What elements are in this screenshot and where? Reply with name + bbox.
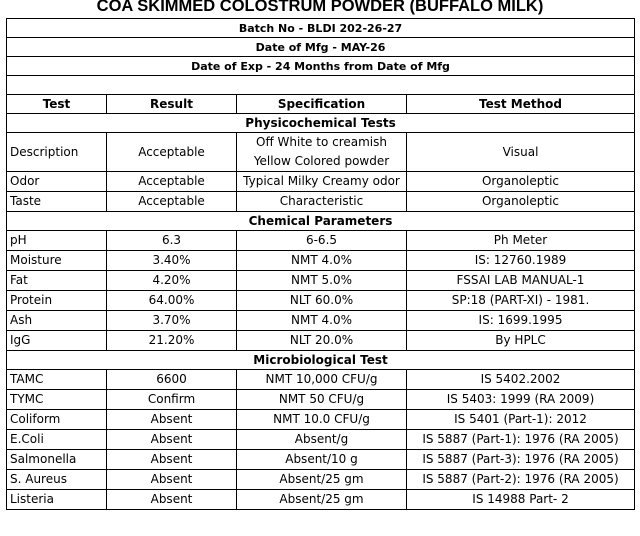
test-specification: NLT 60.0% <box>237 291 407 311</box>
test-name: Ash <box>7 311 107 331</box>
test-result: 3.70% <box>107 311 237 331</box>
test-result: 64.00% <box>107 291 237 311</box>
section-microbiological: Microbiological Test <box>7 351 635 370</box>
test-result: Acceptable <box>107 133 237 172</box>
table-row <box>7 390 635 410</box>
batch-number: Batch No - BLDI 202-26-27 <box>7 19 635 38</box>
test-method: Organoleptic <box>407 172 635 192</box>
table-row <box>7 370 635 390</box>
test-specification: Characteristic <box>237 192 407 212</box>
header-row <box>7 95 635 114</box>
blank-cell <box>7 76 635 95</box>
test-name: pH <box>7 231 107 251</box>
table-row <box>7 271 635 291</box>
date-of-manufacture: Date of Mfg - MAY-26 <box>7 38 635 57</box>
test-result: Absent <box>107 450 237 470</box>
table-row <box>7 490 635 510</box>
test-result: 6600 <box>107 370 237 390</box>
test-specification: NMT 4.0% <box>237 251 407 271</box>
test-name: Taste <box>7 192 107 212</box>
test-result: Absent <box>107 470 237 490</box>
header-specification: Specification <box>237 95 407 114</box>
test-result: Acceptable <box>107 192 237 212</box>
test-method: FSSAI LAB MANUAL-1 <box>407 271 635 291</box>
table-row <box>7 430 635 450</box>
test-method: IS 5887 (Part-1): 1976 (RA 2005) <box>407 430 635 450</box>
test-method: IS 5403: 1999 (RA 2009) <box>407 390 635 410</box>
test-result: 4.20% <box>107 271 237 291</box>
header-result: Result <box>107 95 237 114</box>
test-method: IS: 1699.1995 <box>407 311 635 331</box>
section-physicochemical: Physicochemical Tests <box>7 114 635 133</box>
test-name: Coliform <box>7 410 107 430</box>
header-test: Test <box>7 95 107 114</box>
table-row <box>7 311 635 331</box>
test-specification: NMT 50 CFU/g <box>237 390 407 410</box>
test-name: E.Coli <box>7 430 107 450</box>
table-row <box>7 470 635 490</box>
test-result: Acceptable <box>107 172 237 192</box>
test-result: Absent <box>107 430 237 450</box>
test-method: IS: 12760.1989 <box>407 251 635 271</box>
test-name: Protein <box>7 291 107 311</box>
section-chemical: Chemical Parameters <box>7 212 635 231</box>
test-method: Organoleptic <box>407 192 635 212</box>
table-row <box>7 251 635 271</box>
test-specification: Off White to creamish Yellow Colored powder <box>237 133 407 172</box>
test-name: Odor <box>7 172 107 192</box>
test-specification: NMT 10,000 CFU/g <box>237 370 407 390</box>
test-method: IS 5887 (Part-3): 1976 (RA 2005) <box>407 450 635 470</box>
test-specification: Absent/10 g <box>237 450 407 470</box>
test-name: IgG <box>7 331 107 351</box>
test-specification: Absent/25 gm <box>237 470 407 490</box>
test-method: SP:18 (PART-XI) - 1981. <box>407 291 635 311</box>
test-name: Fat <box>7 271 107 291</box>
test-name: TYMC <box>7 390 107 410</box>
test-name: S. Aureus <box>7 470 107 490</box>
mfg-row <box>7 38 635 57</box>
test-method: By HPLC <box>407 331 635 351</box>
document-title: COA SKIMMED COLOSTRUM POWDER (BUFFALO MILK) <box>96 0 544 15</box>
batch-row <box>7 19 635 38</box>
exp-row <box>7 57 635 76</box>
test-name: Description <box>7 133 107 172</box>
test-method: IS 5401 (Part-1): 2012 <box>407 410 635 430</box>
test-specification: NLT 20.0% <box>237 331 407 351</box>
test-name: Salmonella <box>7 450 107 470</box>
section-row <box>7 114 635 133</box>
table-row <box>7 450 635 470</box>
test-specification: 6-6.5 <box>237 231 407 251</box>
test-result: Confirm <box>107 390 237 410</box>
test-method: IS 5887 (Part-2): 1976 (RA 2005) <box>407 470 635 490</box>
test-name: Listeria <box>7 490 107 510</box>
table-row <box>7 172 635 192</box>
test-specification: Absent/g <box>237 430 407 450</box>
test-method: IS 5402.2002 <box>407 370 635 390</box>
test-result: Absent <box>107 410 237 430</box>
test-name: Moisture <box>7 251 107 271</box>
section-row <box>7 212 635 231</box>
coa-table <box>6 18 635 510</box>
test-method: Visual <box>407 133 635 172</box>
table-row <box>7 410 635 430</box>
test-result: 21.20% <box>107 331 237 351</box>
test-specification: NMT 4.0% <box>237 311 407 331</box>
test-specification: NMT 5.0% <box>237 271 407 291</box>
test-result: 3.40% <box>107 251 237 271</box>
test-specification: Absent/25 gm <box>237 490 407 510</box>
table-row <box>7 331 635 351</box>
header-test-method: Test Method <box>407 95 635 114</box>
test-method: Ph Meter <box>407 231 635 251</box>
blank-row <box>7 76 635 95</box>
table-row <box>7 291 635 311</box>
section-row <box>7 351 635 370</box>
test-name: TAMC <box>7 370 107 390</box>
table-row <box>7 231 635 251</box>
test-result: 6.3 <box>107 231 237 251</box>
date-of-expiry: Date of Exp - 24 Months from Date of Mfg <box>7 57 635 76</box>
test-specification: NMT 10.0 CFU/g <box>237 410 407 430</box>
table-row <box>7 192 635 212</box>
test-specification: Typical Milky Creamy odor <box>237 172 407 192</box>
table-row <box>7 133 635 172</box>
test-method: IS 14988 Part- 2 <box>407 490 635 510</box>
test-result: Absent <box>107 490 237 510</box>
